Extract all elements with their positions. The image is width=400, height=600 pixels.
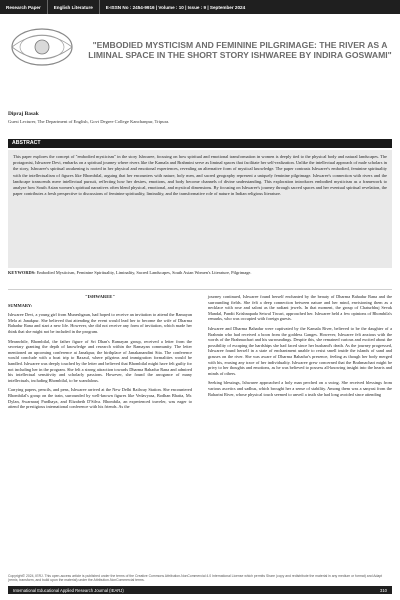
author-affiliation: Guest Lecturer, The Department of English, Govt Degree College Kanchanpur, Tripura. bbox=[8, 119, 170, 124]
abstract-box bbox=[8, 150, 392, 268]
abstract-heading: ABSTRACT bbox=[8, 139, 392, 148]
body-paragraph: Meanwhile, Bhombilal, the father figure of Sri Dhan's Ramayan group, received a letter from the secretary granting the depth of knowledge and research within the Ramayan community. The letter mentioned an upcoming conference at Janakpur, the birthplace of Janakanandini Sita. The conference would conclude with a boat trip to Raxaul, where pilgrims and immigration formalities would be handled. Ishwaree was deeply touched by the letter and believed that Bhombilal might have felt guilty for not including her in the program. She felt a strong attraction towards Dharma Bahadur Rana and admired his intellectual sensitivity and scholarly passions. However, she found the arrogance of many intellectuals, including Bhombilal, to be scandalous. bbox=[8, 338, 192, 383]
keywords-text: Embodied Mysticism, Feminine Spirituality, Liminality, Sacred Landscapes, South Asian Women's Literature, Pilgrimage. bbox=[36, 270, 252, 275]
journal-field: English Literature bbox=[48, 0, 100, 14]
copyright-footnote: Copyright© 2024, IERJ. This open-access article is published under the terms of the Creative Commons Attribution-NonCommercial 4.0 International License which permits Share (copy and redistribute the material in any medium or format) and Adapt (remix, transform, and build upon the material) under the Attribution-NonCommercial terms. bbox=[8, 574, 383, 583]
body-paragraph: journey continued, Ishwaree found herself enchanted by the beauty of Dharma Bahadur Rana and the surrounding fields. She felt a deep connection between nature and her mind, envisioning them as a necklace with rose and saloni as the radiant jewels. In that moment, the group of Chaturbhuj Sevak Mandal, Pandit Krishnapada Setwal Tiwari, approached her. Ishwaree held a few opinions of Bhombila's remarks, who was occupied with foreign guests. bbox=[208, 294, 392, 322]
section-heading: "ISHWAREE" bbox=[85, 294, 115, 299]
page-number: 310 bbox=[380, 587, 387, 593]
body-paragraph: Ishwaree and Dharma Bahadur were captivated by the Kamala River, believed to be the daughter of a Brahmin who had received a boon from the goddess Ganges. However, Ishwaree felt anxious with the words of the Brahmachari and his surroundings. Despite this, she remained curious and excited about the possibility of escaping the hardships she had faced since her husband's death. As the journey progressed, Ishwaree found herself in a state of enchantment unable to resist smell inside the islands of sand and grasses on the river. She was aware of Dharma Bahadur's presence, feeling as though her body merged with his, erasing any trace of her individuality. Ishwaree grew concerned that the Brahmachari might be privy to her thoughts and emotions, as he was believed to possess all-knowing insight into the hearts and minds of others. bbox=[208, 325, 392, 376]
body-column-left bbox=[8, 294, 192, 414]
keywords-label: KEYWORDS: bbox=[8, 270, 36, 275]
footer-journal: International Educational Applied Research Journal (IEARJ) bbox=[13, 587, 124, 593]
author-name: Dipraj Basak bbox=[8, 111, 39, 117]
keywords bbox=[8, 270, 392, 276]
page-footer bbox=[8, 586, 392, 594]
body-paragraph: Ishwaree Devi, a young girl from Muneshgaun, had hoped to receive an invitation to attend the Ramayan Mela at Janakpur. She believed that attending the event would lead her to become the wife of Dharma Bahadur Rana and start a new life. However, she did not receive any form of invitation, which made her think that she might not be included in the program. bbox=[8, 312, 192, 334]
body-paragraph: Seeking blessings, Ishwaree approached a holy man perched on a swing. She received blessings from various ascetics and sadhus, which brought her a sense of stability. Among them was a sanyasi from the Baharini River, whose physical touch seemed to unveil a truth she had long avoided since attending bbox=[208, 380, 392, 397]
summary-heading: SUMMARY: bbox=[8, 302, 33, 308]
journal-logo-icon bbox=[8, 22, 76, 72]
abstract-text: This paper explores the concept of "embodied mysticism" in the story Ishwaree, focusing on how spiritual and emotional transformation in women is deeply tied to the physical body and natural landscapes. The protagonist, Ishwaree Devi, embarks on a spiritual journey where rivers like the Kamala and Brahmini serve as liminal spaces that facilitate her self-realization. Unlike the intellectual approach of male scholars in the story, Ishwaree's spiritual awakening is rooted in her physical and emotional experiences, revealing an alternative form of mystical knowledge. The paper contrasts Ishwaree's embodied, feminine spirituality with the intellectualism of figures like Bhombilal, arguing that her encounters with nature, holy men, and sacred geography represent a uniquely feminine pilgrimage. Ishwaree's connection with rivers and the landscape transcends mere intellectual pursuit, reflecting how her desires, emotions, and body become channels of divine understanding. This exploration introduces embodied mysticism as a framework to analyze how South Asian women's spiritual narratives often blend physical, emotional, and mystical dimensions. By focusing on Ishwaree's journey through sacred spaces and her eventual spiritual revelation, the paper contributes a fresh perspective to discussions of feminine spirituality, liminality, and the transformative role of nature in Indian religious literature. bbox=[13, 154, 387, 197]
body-column-right bbox=[208, 294, 392, 401]
journal-issn: E-ISSN No : 2454-9916 | Volume : 10 | Issue : 9 | September 2024 bbox=[105, 4, 246, 10]
section-divider bbox=[8, 289, 392, 290]
journal-header-bar bbox=[0, 0, 400, 14]
body-paragraph: Carrying papers, pencils, and pens, Ishwaree arrived at the New Delhi Railway Station. She encountered Bhombilal's group on the train, surrounded by well-known figures like Vedavyasa, Bodhan Bhatta, Mr. Dylan, Swarnaraj Pardhaya, and Elizabeth D'Silva. Bhombila, an experienced traveler, was eager to attend the prestigious international conference with his friends. As the bbox=[8, 387, 192, 410]
journal-type: Research Paper bbox=[0, 0, 48, 14]
paper-title: "EMBODIED MYSTICISM AND FEMININE PILGRIMAGE: THE RIVER AS A LIMINAL SPACE IN THE SHORT STORY ISHWAREE BY INDIRA GOSWAMI" bbox=[88, 40, 392, 60]
